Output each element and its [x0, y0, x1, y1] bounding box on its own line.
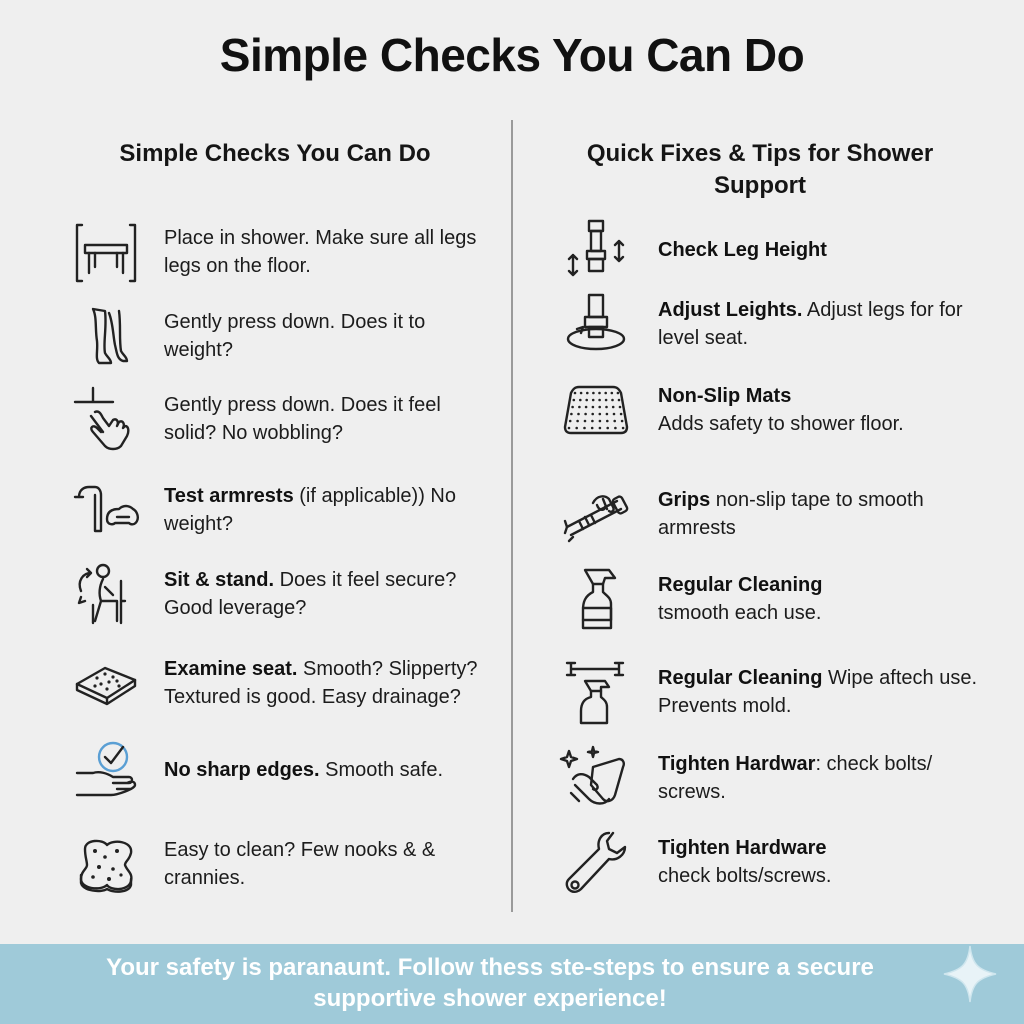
item-title: Tighten Hardware — [658, 837, 827, 859]
item-text: : check bolts/ screws. — [658, 753, 933, 803]
item-text: Smooth safe. — [319, 759, 444, 781]
list-item — [560, 478, 998, 550]
item-text: (if applicable)) No weight? — [164, 485, 456, 535]
seat-icon — [70, 647, 142, 719]
non-slip-mat-icon — [560, 374, 632, 446]
list-item — [560, 374, 998, 446]
item-title: Sit & stand. — [164, 569, 275, 591]
left-column-heading: Simple Checks You Can Do — [119, 140, 431, 167]
hand-check-icon — [70, 734, 142, 806]
sponge-icon — [70, 828, 142, 900]
item-text: tsmooth each use. — [658, 602, 822, 624]
list-item — [560, 826, 998, 898]
item-text: Gently press down. Does it to weight? — [164, 311, 426, 361]
item-title: Adjust Leights. — [658, 299, 803, 321]
item-title: Non-Slip Mats — [658, 385, 792, 407]
item-text: Wipe aftech use. Prevents mold. — [658, 667, 978, 717]
item-title: Tighten Hardwar — [658, 753, 816, 775]
list-item — [70, 474, 494, 546]
item-title: Regular Cleaning — [658, 574, 823, 596]
item-title: Regular Cleaning — [658, 667, 823, 689]
wrench-icon — [560, 826, 632, 898]
sparkle-icon — [940, 944, 1000, 1004]
item-text: Gently press down. Does it feel solid? No wobbling? — [164, 394, 441, 444]
right-column-heading: Quick Fixes & Tips for Shower Support — [586, 140, 934, 199]
footer-banner — [0, 944, 1024, 1024]
item-text: Does it feel secure? Good leverage? — [164, 569, 457, 619]
list-item — [560, 742, 998, 814]
hand-press-icon — [70, 383, 142, 455]
list-item — [70, 647, 494, 719]
page-title: Simple Checks You Can Do — [219, 29, 805, 81]
list-item — [70, 216, 494, 288]
item-title: Grips — [658, 489, 711, 511]
grab-bar-spray-icon — [560, 656, 632, 728]
item-text: Adds safety to shower floor. — [658, 413, 904, 435]
wipe-cloth-icon — [560, 742, 632, 814]
item-text: Adjust legs for for level seat. — [658, 299, 963, 349]
item-text: Smooth? Slipperty? Textured is good. Easy drainage? — [164, 658, 478, 708]
spray-bottle-icon — [560, 563, 632, 635]
list-item — [70, 558, 494, 630]
list-item — [70, 828, 494, 900]
leg-icon — [70, 300, 142, 372]
list-item — [560, 656, 998, 728]
item-title: Check Leg Height — [658, 239, 827, 261]
list-item — [70, 383, 494, 455]
list-item — [560, 563, 998, 635]
item-text: non-slip tape to smooth armrests — [658, 489, 924, 539]
armrest-icon — [70, 474, 142, 546]
list-item — [70, 734, 494, 806]
adjust-leg-icon — [560, 288, 632, 360]
item-title: Test armrests — [164, 485, 294, 507]
list-item — [560, 214, 998, 286]
item-title: Examine seat. — [164, 658, 298, 680]
grip-tape-icon — [560, 478, 632, 550]
item-text: Easy to clean? Few nooks & & crannies. — [164, 839, 436, 889]
list-item — [560, 288, 998, 360]
leg-height-icon — [560, 214, 632, 286]
shower-bench-icon — [70, 216, 142, 288]
item-text: Place in shower. Make sure all legs legs on the floor. — [164, 227, 477, 277]
column-divider — [511, 120, 513, 912]
item-title: No sharp edges. — [164, 759, 320, 781]
item-text: check bolts/screws. — [658, 865, 832, 887]
sit-stand-icon — [70, 558, 142, 630]
list-item — [70, 300, 494, 372]
banner-text: Your safety is paranaunt. Follow thess ste-steps to ensure a secure supportive shower experience! — [106, 954, 874, 1012]
